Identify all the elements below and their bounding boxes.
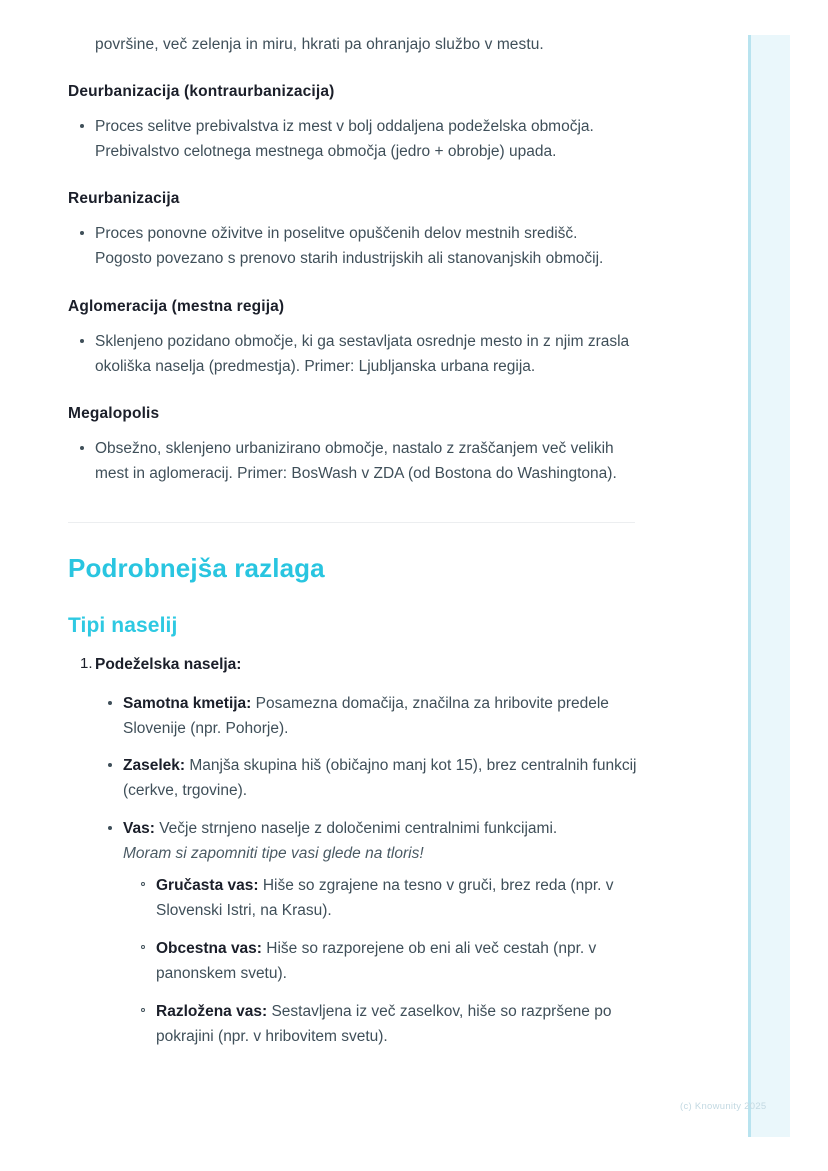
memo-note: Moram si zapomniti tipe vasi glede na tloris! (123, 844, 424, 862)
list-item-text: Večje strnjeno naselje z določenimi centralnimi funkcijami. (154, 819, 558, 837)
term-bullet-list-reurbanizacija (68, 221, 638, 271)
term-bullet-list-megalopolis (68, 436, 638, 486)
term-heading-aglomeracija: Aglomeracija (mestna regija) (68, 297, 285, 315)
list-item (95, 753, 638, 803)
subsection-title: Tipi naselij (68, 613, 178, 637)
term-bullet-list-aglomeracija (68, 329, 638, 379)
numbered-item-label: Podeželska naselja: (95, 655, 242, 673)
list-item (123, 999, 638, 1049)
term-heading-megalopolis: Megalopolis (68, 404, 160, 422)
lead-paragraph: površine, več zelenja in miru, hkrati pa ohranjajo službo v mestu. (95, 36, 544, 53)
list-item (123, 873, 638, 923)
section-divider (68, 522, 635, 523)
list-item-text: Manjša skupina hiš (običajno manj kot 15), brez centralnih funkcij (cerkve, trgovine). (123, 757, 637, 800)
list-item: Sklenjeno pozidano območje, ki ga sestavljata osrednje mesto in z njim zrasla okoliška naselja (predmestja). Primer: Ljubljanska urbana regija. (68, 329, 638, 379)
village-layout-list (123, 873, 638, 1050)
page-title: Podrobnejša razlaga (68, 552, 325, 583)
settlement-type-list (95, 691, 638, 1049)
list-item-term: Gručasta vas: (156, 876, 259, 894)
right-side-panel (748, 35, 790, 1137)
list-item-term: Obcestna vas: (156, 939, 262, 957)
list-item: Proces ponovne oživitve in poselitve opuščenih delov mestnih središč. Pogosto povezano s prenovo starih industrijskih ali stanovanjskih območij. (68, 221, 638, 271)
document-content (68, 32, 638, 1049)
copyright-watermark: (c) Knowunity 2025 (680, 1101, 767, 1112)
term-heading-reurbanizacija: Reurbanizacija (68, 190, 180, 208)
list-item-text: Posamezna domačija, značilna za hribovite predele Slovenije (npr. Pohorje). (123, 695, 609, 738)
term-bullet-list-deurbanizacija (68, 114, 638, 164)
list-item-text: Hiše so razporejene ob eni ali več cestah (npr. v panonskem svetu). (156, 939, 597, 983)
list-item (95, 816, 638, 1050)
list-item (95, 691, 638, 741)
list-item-term: Vas: (123, 819, 155, 837)
list-item (123, 936, 638, 986)
numbered-list-item (68, 652, 638, 1049)
term-heading-deurbanizacija: Deurbanizacija (kontraurbanizacija) (68, 83, 335, 101)
list-item-term: Razložena vas: (156, 1003, 268, 1021)
list-item: Proces selitve prebivalstva iz mest v bolj oddaljena podeželska območja. Prebivalstvo celotnega mestnega območja (jedro + obrobje) upada. (68, 114, 638, 164)
list-item-term: Zaselek: (123, 757, 186, 775)
list-item-text: Hiše so zgrajene na tesno v gruči, brez reda (npr. v Slovenski Istri, na Krasu). (156, 876, 614, 919)
list-item-term: Samotna kmetija: (123, 695, 252, 713)
list-item: Obsežno, sklenjeno urbanizirano območje, nastalo z zraščanjem več velikih mest in aglomeracij. Primer: BosWash v ZDA (od Bostona do Washingtona). (68, 436, 638, 486)
list-item-text: Sestavljena iz več zaselkov, hiše so razpršene po pokrajini (npr. v hribovitem svetu). (156, 1003, 612, 1046)
numbered-list (68, 652, 638, 1049)
